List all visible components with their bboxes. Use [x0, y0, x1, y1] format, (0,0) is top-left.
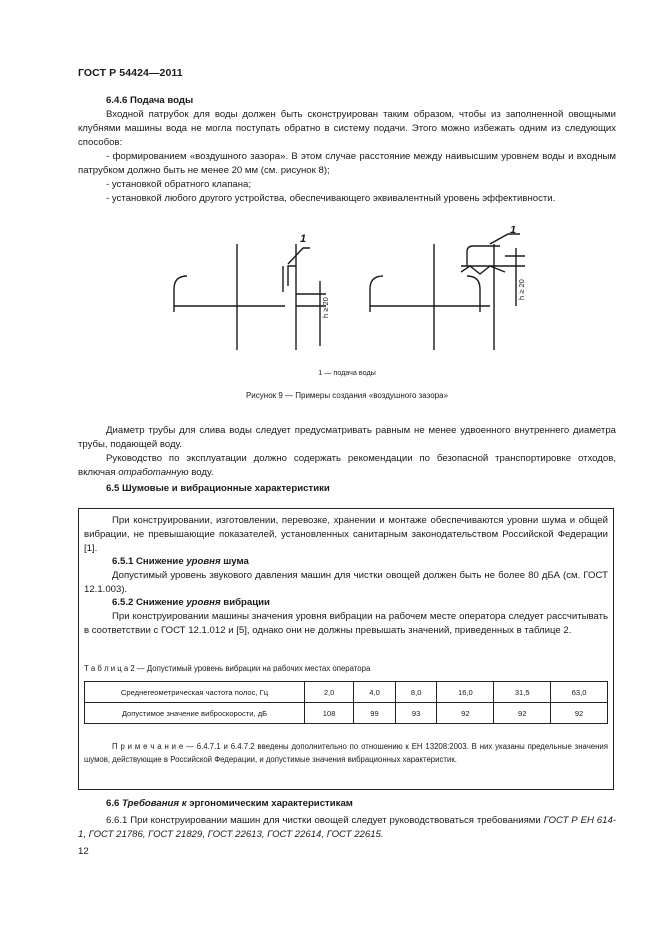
figure-legend: 1 — подача воды: [318, 368, 376, 377]
table-cell: 108: [305, 703, 354, 724]
list-item: - формированием «воздушного зазора». В этом случае расстояние между наивысшим уровнем воды и входным патрубком должно быть не менее 20 мм (см. рисунок 8);: [78, 151, 616, 176]
subsection-6-5-2-paragraph: При конструировании машины значения уровня вибрации на рабочем месте оператора следует рассчитывать в соответствии с ГОСТ 12.1.012 и [5], однако они не должны превышать значений, приведенных в таблице 2.: [84, 611, 608, 636]
list-item: - установкой обратного клапана;: [106, 179, 252, 190]
table-cell: 4,0: [354, 682, 396, 703]
table-cell: 99: [354, 703, 396, 724]
table-cell: 31,5: [494, 682, 551, 703]
table-cell: 93: [395, 703, 437, 724]
table-row: [85, 703, 608, 724]
table-cell: 92: [551, 703, 608, 724]
section-6-4-6-paragraph: Входной патрубок для воды должен быть сконструирован таким образом, чтобы из заполненной овощными клубнями машины вода не могла поступать обратно в систему подачи. Этого можно избежать одним из следующих способов:: [78, 109, 616, 148]
section-6-6-heading: 6.6 Требования к эргономическим характеристикам: [106, 798, 353, 809]
table-cell: 63,0: [551, 682, 608, 703]
section-6-5-heading: 6.5 Шумовые и вибрационные характеристики: [106, 483, 330, 494]
table-note: П р и м е ч а н и е — 6.4.7.1 и 6.4.7.2 введены дополнительно по отношению к ЕН 13208:2003. В них указаны предельные значения шумов, действующие в Российской Федерации, и допустимые значения вибрационных характеристик.: [84, 742, 608, 764]
section-6-4-6-heading: 6.4.6 Подача воды: [106, 95, 194, 106]
table-cell: 16,0: [437, 682, 494, 703]
subsection-6-5-1-paragraph: Допустимый уровень звукового давления машин для чистки овощей должен быть не более 80 дБА (см. ГОСТ 12.1.003).: [84, 570, 608, 595]
callout-label: 1: [510, 226, 517, 236]
drain-pipe-paragraph: Диаметр трубы для слива воды следует предусматривать равным не менее удвоенного внутреннего диаметра трубы, подающей воду.: [78, 425, 616, 450]
table-cell: 92: [494, 703, 551, 724]
list-item: - установкой любого другого устройства, обеспечивающего эквивалентный уровень эффективности.: [106, 193, 556, 204]
air-gap-figure: [160, 226, 530, 356]
table-title: Т а б л и ц а 2 — Допустимый уровень вибрации на рабочих местах оператора: [84, 664, 371, 673]
table-row-header: Допустимое значение виброскорости, дБ: [85, 703, 305, 724]
page-number: 12: [78, 846, 89, 857]
manual-paragraph: Руководство по эксплуатации должно содержать рекомендации по безопасной транспортировке отходов, включая отработанную воду.: [78, 453, 616, 478]
figure-caption: Рисунок 9 — Примеры создания «воздушного зазора»: [245, 391, 449, 400]
table-cell: 92: [437, 703, 494, 724]
table-cell: 2,0: [305, 682, 354, 703]
table-row: [85, 682, 608, 703]
dimension-label: h ≥ 20: [321, 297, 330, 318]
callout-label: 1: [300, 233, 307, 245]
table-row-header: Среднегеометрическая частота полос, Гц: [85, 682, 305, 703]
dimension-label: h ≥ 20: [517, 279, 526, 300]
document-header: ГОСТ Р 54424—2011: [78, 67, 183, 79]
table-cell: 8,0: [395, 682, 437, 703]
subsection-6-5-2-heading: 6.5.2 Снижение уровня вибрации: [112, 597, 270, 608]
section-6-5-paragraph: При конструировании, изготовлении, перевозке, хранении и монтаже обеспечиваются уровни шума и общей вибрации, не превышающие показателей, установленных санитарным законодательством Российской Федерации [1].: [84, 515, 608, 554]
section-6-6-1-paragraph: 6.6.1 При конструировании машин для чистки овощей следует руководствоваться требованиями ГОСТ Р ЕН 614-1, ГОСТ 21786, ГОСТ 21829, ГОСТ 22613, ГОСТ 22614, ГОСТ 22615.: [78, 815, 616, 840]
subsection-6-5-1-heading: 6.5.1 Снижение уровня шума: [112, 556, 249, 567]
vibration-table: [84, 681, 608, 724]
